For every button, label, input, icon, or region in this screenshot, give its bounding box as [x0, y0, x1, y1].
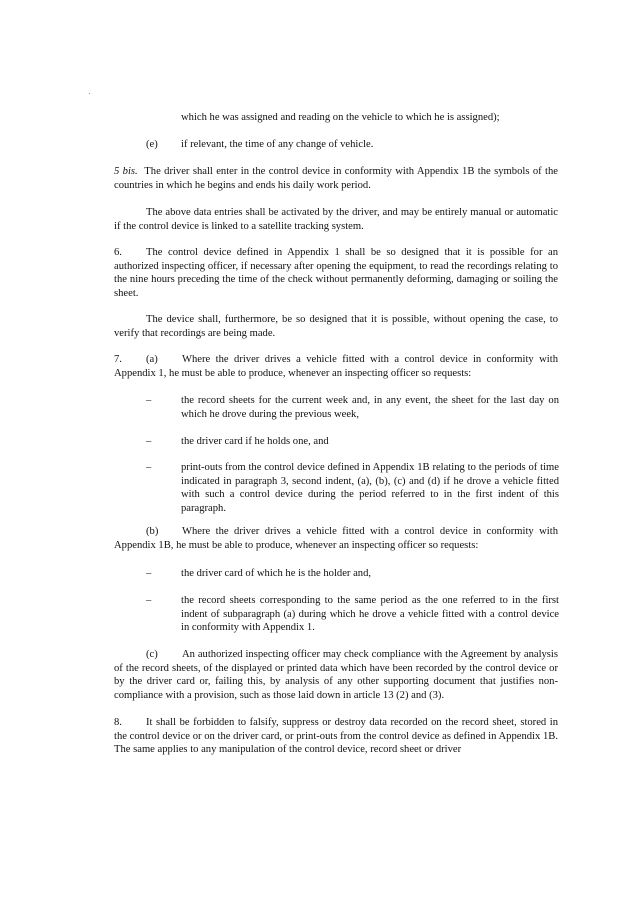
item-e-label: (e): [146, 139, 158, 150]
item-e-text: if relevant, the time of any change of vehicle.: [181, 139, 374, 150]
bullet-dash: –: [146, 568, 152, 579]
bullet-7a-3: print-outs from the control device defined in Appendix 1B relating to the periods of time indicated in paragraph 3, second indent, (a), (b), (c) and (d) if he drove a vehicle fitted with such a control device during the period referred to in the first indent of this paragraph.: [181, 462, 559, 514]
paragraph-8: [114, 716, 558, 757]
paragraph-7b-text: Where the driver drives a vehicle fitted with a control device in conformity with Appendix 1B, he must be able to produce, whenever an inspecting officer so requests:: [114, 526, 558, 551]
paragraph-7c-text: An authorized inspecting officer may check compliance with the Agreement by analysis of the record sheets, of the displayed or printed data which have been recorded by the control device or by the driver card or, failing this, by analysis of any other supporting document that justifies non-compliance with a provision, such as those laid down in article 13 (2) and (3).: [114, 649, 558, 701]
scan-speck: [89, 93, 90, 94]
paragraph-7b: [114, 525, 558, 552]
paragraph-6-label: 6.: [114, 247, 122, 258]
paragraph-6-text: The control device defined in Appendix 1 shall be so designed that it is possible for an authorized inspecting officer, if necessary after opening the equipment, to read the recordings relating to the nine hours preceding the time of the check without permanently deforming, damaging or soiling the sheet.: [114, 247, 558, 299]
paragraph-7a: [114, 353, 558, 380]
paragraph-6: [114, 246, 558, 300]
paragraph-5bis: [114, 165, 558, 192]
paragraph-7a-text: Where the driver drives a vehicle fitted with a control device in conformity with Appendix 1, he must be able to produce, whenever an inspecting officer so requests:: [114, 354, 558, 379]
bullet-7b-1: the driver card of which he is the holder and,: [181, 568, 372, 579]
bullet-7b-2: the record sheets corresponding to the same period as the one referred to in the first indent of subparagraph (a) during which he drove a vehicle fitted with a control device in conformity with Appendix 1.: [181, 595, 559, 634]
paragraph-8-label: 8.: [114, 717, 122, 728]
paragraph-7c: [114, 648, 558, 702]
bullet-dash: –: [146, 462, 152, 473]
paragraph-5bis-text: The driver shall enter in the control device in conformity with Appendix 1B the symbols of the countries in which he begins and ends his daily work period.: [114, 166, 558, 191]
paragraph-7-label: 7.: [114, 354, 122, 365]
continuation-line: which he was assigned and reading on the vehicle to which he is assigned);: [181, 112, 500, 123]
paragraph-7c-label: (c): [146, 649, 158, 660]
paragraph-5bis-continued: The above data entries shall be activated by the driver, and may be entirely manual or automatic if the control device is linked to a satellite tracking system.: [114, 207, 558, 232]
bullet-dash: –: [146, 595, 152, 606]
bullet-7a-2: the driver card if he holds one, and: [181, 436, 329, 447]
paragraph-7a-label: (a): [146, 354, 158, 365]
paragraph-6-continued: The device shall, furthermore, be so designed that it is possible, without opening the case, to verify that recordings are being made.: [114, 314, 558, 339]
paragraph-7b-label: (b): [146, 526, 159, 537]
paragraph-5bis-label: 5 bis.: [114, 166, 138, 177]
bullet-dash: –: [146, 436, 152, 447]
bullet-7a-1: the record sheets for the current week and, in any event, the sheet for the last day on which he drove during the previous week,: [181, 395, 559, 420]
paragraph-8-text: It shall be forbidden to falsify, suppress or destroy data recorded on the record sheet, stored in the control device or on the driver card, or print-outs from the control device as defined in Appendix 1B. The same applies to any manipulation of the control device, record sheet or driver: [114, 717, 558, 756]
bullet-dash: –: [146, 395, 152, 406]
